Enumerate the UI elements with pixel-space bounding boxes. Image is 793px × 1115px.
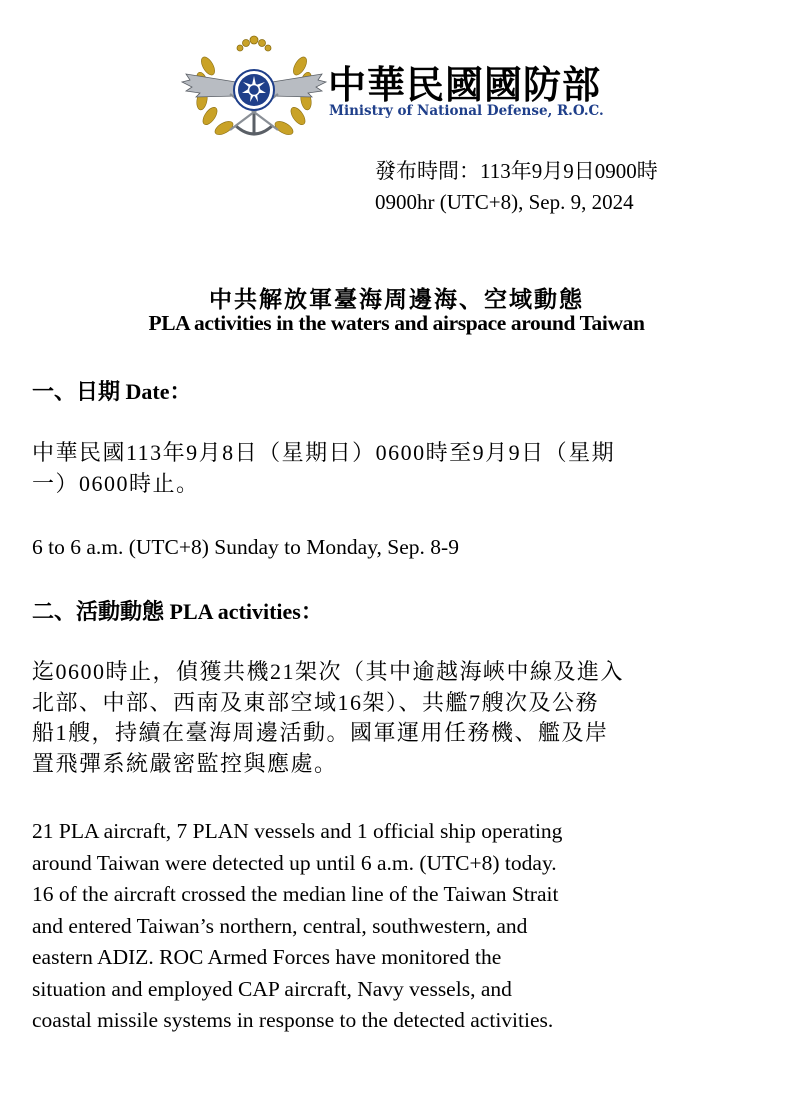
text-line: 迄0600時止，偵獲共機21架次（其中逾越海峽中線及進入 — [32, 659, 625, 684]
text-line: 中華民國113年9月8日（星期日）0600時至9月9日（星期 — [32, 440, 616, 465]
text-line: situation and employed CAP aircraft, Navy vessels, and — [32, 976, 512, 1001]
page-title-zh: 中共解放軍臺海周邊海、空域動態 — [209, 287, 584, 312]
release-time-en: 0900hr (UTC+8), Sep. 9, 2024 — [375, 190, 634, 214]
section-activities-en — [32, 816, 762, 1037]
section-activities-heading: 二、活動動態 PLA activities： — [32, 599, 323, 624]
mnd-emblem-icon — [180, 30, 328, 148]
section-activities-zh — [32, 657, 762, 779]
text-line: 置飛彈系統嚴密監控與應處。 — [32, 750, 338, 776]
text-line: eastern ADIZ. ROC Armed Forces have monitored the — [32, 945, 502, 969]
text-line: around Taiwan were detected up until 6 a.m. (UTC+8) today. — [32, 850, 557, 875]
org-name-zh: 中華民國國防部 — [328, 63, 602, 107]
section-date-en: 6 to 6 a.m. (UTC+8) Sunday to Monday, Sep. 8-9 — [32, 535, 459, 559]
text-line: 21 PLA aircraft, 7 PLAN vessels and 1 official ship operating — [32, 819, 563, 843]
release-time-block — [375, 156, 658, 218]
section-date-zh — [32, 438, 762, 499]
text-line: and entered Taiwan’s northern, central, southwestern, and — [32, 913, 528, 938]
text-line: 一）0600時止。 — [32, 470, 200, 496]
text-line: coastal missile systems in response to the detected activities. — [32, 1008, 554, 1032]
release-time-zh: 發布時間：113年9月9日0900時 — [375, 159, 658, 183]
text-line: 北部、中部、西南及東部空域16架）、共艦7艘次及公務 — [32, 689, 600, 715]
text-line: 16 of the aircraft crossed the median line of the Taiwan Strait — [32, 882, 559, 906]
page-title-en: PLA activities in the waters and airspace around Taiwan — [148, 311, 645, 335]
text-line: 船1艘，持續在臺海周邊活動。國軍運用任務機、艦及岸 — [32, 720, 609, 745]
letterhead — [180, 30, 640, 150]
section-date-heading: 一、日期 Date： — [32, 379, 192, 404]
org-name-en: Ministry of National Defense, R.O.C. — [329, 103, 604, 119]
